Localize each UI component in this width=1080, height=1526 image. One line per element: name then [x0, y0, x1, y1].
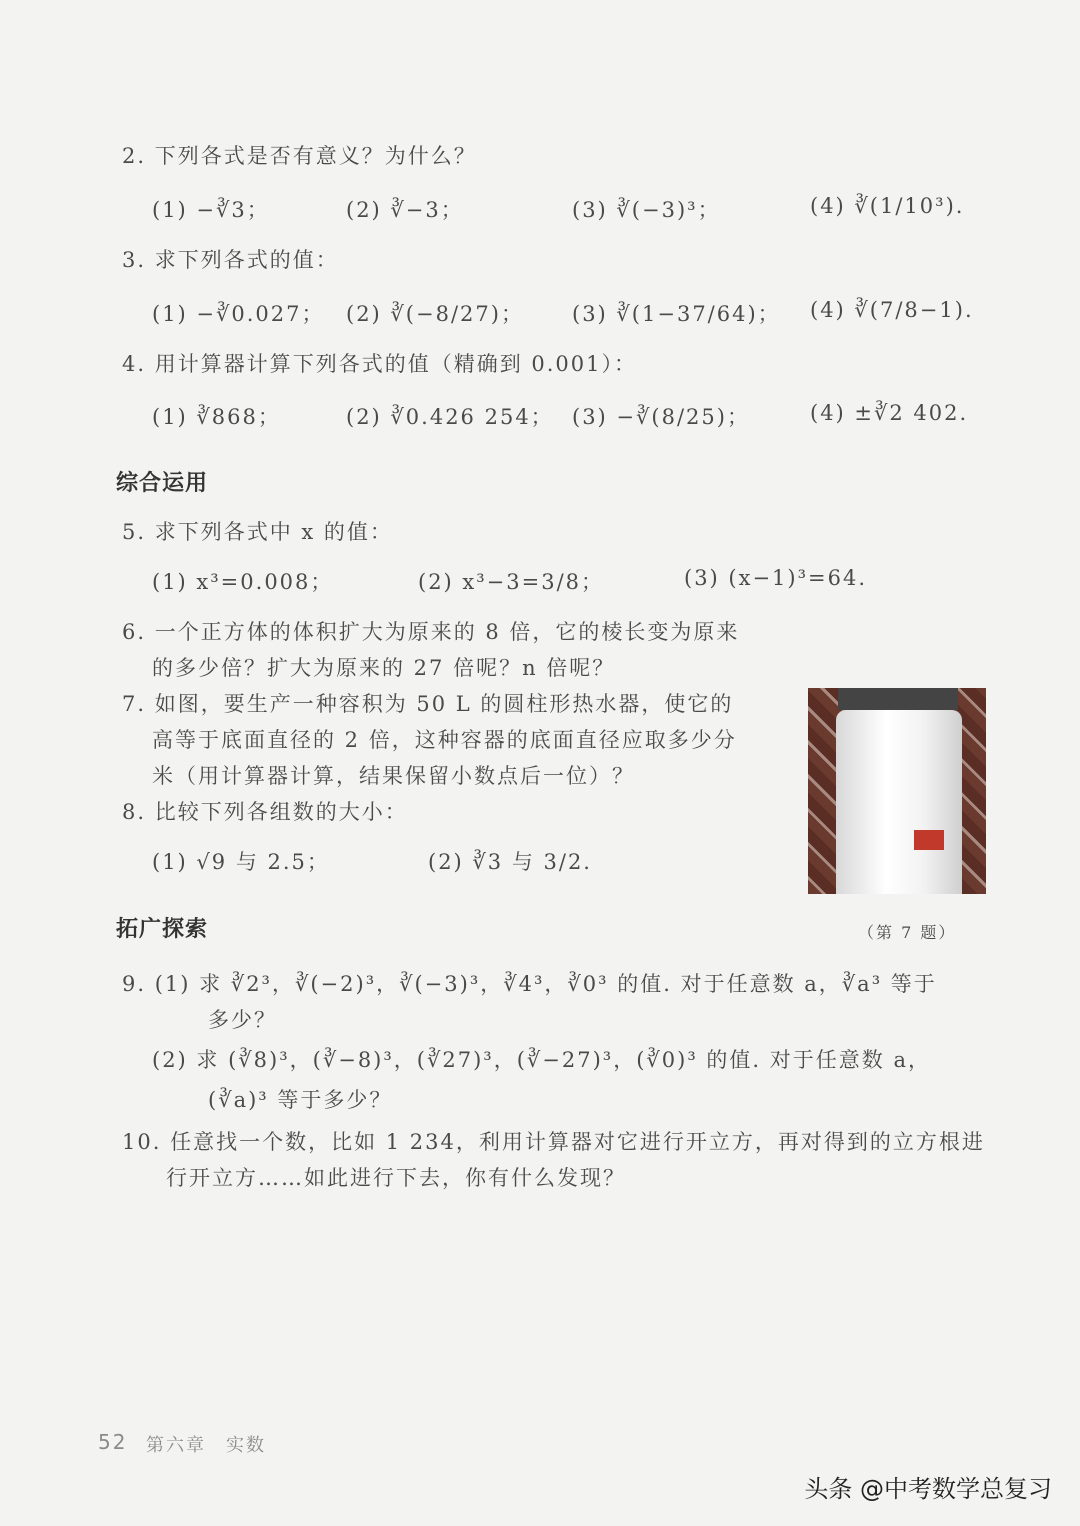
q5-item: (1) x³=0.008；: [152, 570, 334, 594]
pipe: [838, 688, 958, 710]
page-number: 52: [98, 1430, 128, 1454]
q9-line: 多少？: [208, 1008, 277, 1032]
q4-item: (1) ∛868；: [152, 405, 281, 429]
q4-item: (4) ±∛2 402.: [810, 401, 969, 425]
water-heater-photo: [808, 688, 986, 894]
q3-item: (4) ∛(7/8−1).: [810, 298, 974, 322]
q2-item: (2) ∛−3；: [346, 198, 464, 222]
q3-title: 3. 求下列各式的值：: [122, 248, 339, 272]
q3-item: (1) −∛0.027；: [152, 302, 325, 326]
q9-line: (∛a)³ 等于多少？: [208, 1088, 393, 1112]
q5-title: 5. 求下列各式中 x 的值：: [122, 520, 393, 544]
q10-line: 10. 任意找一个数，比如 1 234，利用计算器对它进行开立方，再对得到的立方根进: [122, 1130, 985, 1154]
q4-title: 4. 用计算器计算下列各式的值（精确到 0.001）：: [122, 352, 638, 376]
q9-line: 9. (1) 求 ∛2³，∛(−2)³，∛(−3)³，∛4³，∛0³ 的值. 对于任意数 a，∛a³ 等于: [122, 972, 937, 996]
q2-item: (1) −∛3；: [152, 198, 270, 222]
q6-line: 的多少倍？扩大为原来的 27 倍呢？n 倍呢？: [152, 656, 616, 680]
heater-label: [914, 830, 944, 850]
q9-line: (2) 求 (∛8)³，(∛−8)³，(∛27)³，(∛−27)³，(∛0)³ 的值. 对于任意数 a，: [152, 1048, 931, 1072]
q2-title: 2. 下列各式是否有意义？为什么？: [122, 144, 477, 168]
q7-line: 米（用计算器计算，结果保留小数点后一位）？: [152, 764, 635, 788]
q2-item: (4) ∛(1/10³).: [810, 194, 965, 218]
q7-line: 7. 如图，要生产一种容积为 50 L 的圆柱形热水器，使它的: [122, 692, 734, 716]
q10-line: 行开立方……如此进行下去，你有什么发现？: [166, 1166, 626, 1190]
q7-line: 高等于底面直径的 2 倍，这种容器的底面直径应取多少分: [152, 728, 737, 752]
heater-body: [836, 710, 962, 894]
section-heading: 拓广探索: [116, 917, 209, 942]
q3-item: (2) ∛(−8/27)；: [346, 302, 524, 326]
watermark: 头条 @中考数学总复习: [804, 1475, 1052, 1503]
q4-item: (3) −∛(8/25)；: [572, 405, 750, 429]
q8-item: (2) ∛3 与 3/2.: [428, 850, 592, 874]
q2-item: (3) ∛(−3)³；: [572, 198, 721, 222]
q5-item: (2) x³−3=3/8；: [418, 570, 605, 594]
figure-caption: （第 7 题）: [858, 923, 957, 942]
q8-item: (1) √9 与 2.5；: [152, 850, 330, 874]
q8-title: 8. 比较下列各组数的大小：: [122, 800, 408, 824]
q4-item: (2) ∛0.426 254；: [346, 405, 554, 429]
q6-line: 6. 一个正方体的体积扩大为原来的 8 倍，它的棱长变为原来: [122, 620, 740, 644]
q3-item: (3) ∛(1−37/64)；: [572, 302, 781, 326]
q5-item: (3) (x−1)³=64.: [684, 566, 868, 590]
section-heading: 综合运用: [116, 471, 209, 496]
chapter-title: 第六章 实数: [146, 1435, 266, 1456]
